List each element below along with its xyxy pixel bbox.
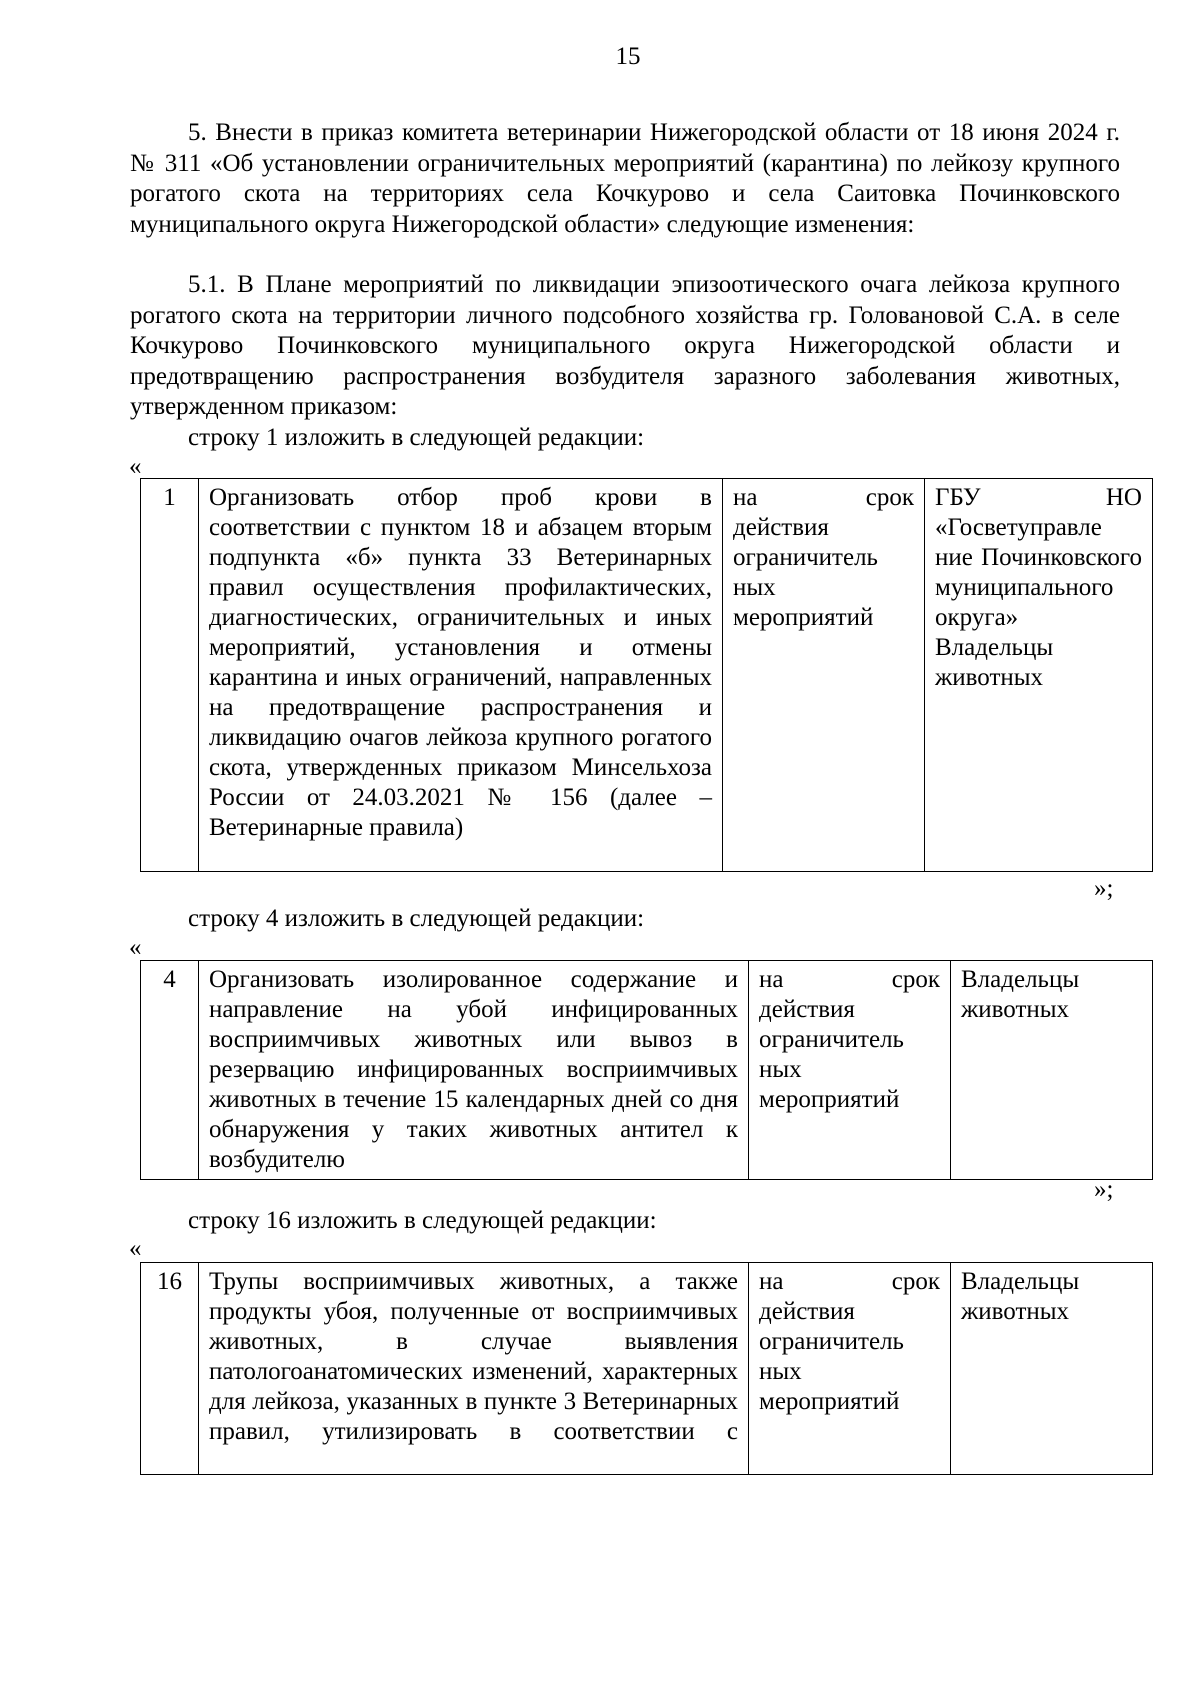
row-4-table (140, 960, 1153, 1180)
row-number: 16 (141, 1263, 199, 1475)
row-4-quote-open: « (129, 934, 142, 961)
table-row (141, 961, 1153, 1180)
term-cell: на срок действия ограничитель ных мероприятий (749, 1263, 951, 1475)
page-number: 15 (615, 43, 641, 70)
measure-cell: Организовать отбор проб крови в соответствии с пунктом 18 и абзацем вторым подпункта «б» пункта 33 Ветеринарных правил осуществления профилактических, диагностических, ограничительных и иных мероприятий, установления и отмены карантина и иных ограничений, направленных на предотвращение распространения и ликвидацию очагов лейкоза крупного рогатого скота, утвержденных приказом Минсельхоза России от 24.03.2021 № 156 (далее – Ветеринарные правила) (199, 479, 723, 872)
paragraph-5: 5. Внести в приказ комитета ветеринарии Нижегородской области от 18 июня 2024 г. № 311 «Об установлении ограничительных мероприятий (карантина) по лейкозу крупного рогатого скота на территориях села Кочкурово и села Саитовка Починковского муниципального округа Нижегородской области» следующие изменения: (130, 119, 1120, 238)
row-1-table (140, 478, 1153, 872)
paragraph-5-1: 5.1. В Плане мероприятий по ликвидации эпизоотического очага лейкоза крупного рогатого скота на территории личного подсобного хозяйства гр. Головановой С.А. в селе Кочкурово Починковского муниципального округа Нижегородской области и предотвращению распространения возбудителя заразного заболевания животных, утвержденном приказом: (130, 271, 1120, 420)
row-number: 4 (141, 961, 199, 1180)
responsible-cell: Владельцы животных (951, 1263, 1153, 1475)
row-4-quote-close: »; (1094, 1176, 1114, 1203)
responsible-cell: ГБУ НО «Госветуправле ние Починковского муниципального округа» Владельцы животных (925, 479, 1153, 872)
row-16-intro: строку 16 изложить в следующей редакции: (188, 1207, 657, 1234)
term-cell: на срок действия ограничитель ных мероприятий (749, 961, 951, 1180)
row-4-intro: строку 4 изложить в следующей редакции: (188, 905, 645, 932)
row-16-table (140, 1262, 1153, 1475)
term-cell: на срок действия ограничитель ных мероприятий (723, 479, 925, 872)
table-row (141, 479, 1153, 872)
responsible-cell: Владельцы животных (951, 961, 1153, 1180)
measure-cell: Трупы восприимчивых животных, а также продукты убоя, полученные от восприимчивых животных, в случае выявления патологоанатомических изменений, характерных для лейкоза, указанных в пункте 3 Ветеринарных правил, утилизировать в соответствии с (199, 1263, 749, 1475)
table-row (141, 1263, 1153, 1475)
row-1-quote-open: « (129, 453, 142, 480)
measure-cell: Организовать изолированное содержание и направление на убой инфицированных восприимчивых животных или вывоз в резервацию инфицированных восприимчивых животных в течение 15 календарных дней со дня обнаружения у таких животных антител к возбудителю (199, 961, 749, 1180)
row-1-quote-close: »; (1094, 875, 1114, 902)
row-1-intro: строку 1 изложить в следующей редакции: (188, 424, 645, 451)
row-16-quote-open: « (129, 1235, 142, 1262)
row-number: 1 (141, 479, 199, 872)
